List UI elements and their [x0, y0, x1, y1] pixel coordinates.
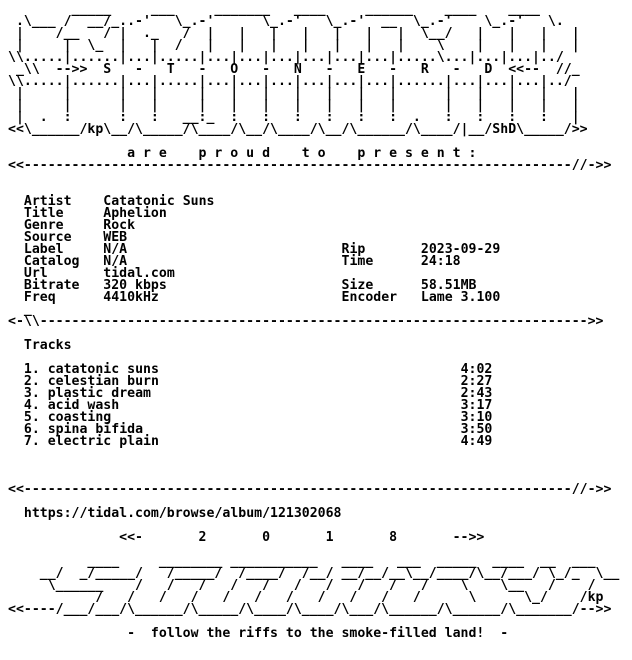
divider-mid: <-\\--------------------------------------------------------------------->> [8, 314, 604, 329]
footer-art-line-5: <<----/___/___/\______/\_____/\____/\____/\___/\______/\______/\_______/-->> [8, 602, 612, 617]
blank-line [8, 460, 619, 472]
track-length: 2:43 [460, 386, 493, 401]
album-link[interactable]: https://tidal.com/browse/album/121302068 [23, 506, 342, 521]
banner-line-8: | | | | | | | | | | | | | | | | [8, 86, 580, 101]
tagline: - follow the riffs to the smoke-filled land! - [127, 626, 509, 641]
freq-value: 4410kHz [103, 290, 159, 305]
track-length: 4:02 [460, 362, 493, 377]
divider-bottom: <<---------------------------------------------------------------------//->> [8, 482, 612, 497]
title-label: Title [23, 206, 64, 221]
info-row-freq [8, 292, 619, 304]
track-name: spina bifida [47, 422, 144, 437]
year-line: <<- 2 0 1 8 -->> [8, 530, 485, 545]
footer-art-line-2: __/ _/_____/ /_____/ /____/ /__/ __/__/__\__/____/\__/___/ \_/_ \__ [8, 566, 620, 581]
catalog-label: Catalog [23, 254, 80, 269]
blank-line [8, 328, 619, 340]
time-value: 24:18 [420, 254, 461, 269]
track-number: 5. [23, 410, 40, 425]
banner-line-1: _____ ___ _______ ____ ______ ____ ____ [8, 2, 540, 17]
track-number: 2. [23, 374, 40, 389]
blank-line [8, 448, 619, 460]
track-length: 3:10 [460, 410, 493, 425]
freq-label: Freq [23, 290, 56, 305]
artist-label: Artist [23, 194, 72, 209]
rip-label: Rip [341, 242, 366, 257]
banner-line-2: .\___ / __/_..-' \_.-' \_.-' \_.-' __ \_.-' \_.-' \. [8, 14, 564, 29]
size-label: Size [341, 278, 374, 293]
divider-top: <<---------------------------------------------------------------------//->> [8, 158, 612, 173]
footer-art-line-3: \______ / / / / / / / / / / \ \__ / / [8, 578, 596, 593]
track-row-7 [8, 436, 619, 448]
artist-value: Catatonic Suns [103, 194, 215, 209]
album-link-row [8, 508, 619, 520]
track-name: electric plain [47, 434, 159, 449]
genre-label: Genre [23, 218, 64, 233]
footer-art-line-1: ____ ________ ___________ ____ ___ _____ ____ __ ___ [8, 554, 596, 569]
track-name: coasting [47, 410, 112, 425]
genre-value: Rock [103, 218, 136, 233]
track-name: plastic dream [47, 386, 151, 401]
track-length: 3:17 [460, 398, 493, 413]
label-label: Label [23, 242, 64, 257]
title-value: Aphelion [103, 206, 167, 221]
banner-line-6: _\\ -->> S - T - O - N - E - R - D <<-- //_ [8, 62, 580, 77]
rip-value: 2023-09-29 [420, 242, 501, 257]
track-name: catatonic suns [47, 362, 159, 377]
bitrate-value: 320 kbps [103, 278, 167, 293]
track-number: 3. [23, 386, 40, 401]
source-label: Source [23, 230, 72, 245]
track-padding [159, 434, 461, 449]
footer-art-line-4: / / / / / / / / / / / \ \_/ /kp [8, 590, 604, 605]
track-length: 2:27 [460, 374, 493, 389]
track-number: 6. [23, 422, 40, 437]
track-number: 1. [23, 362, 40, 377]
blank-line [8, 172, 619, 184]
url-value: tidal.com [103, 266, 175, 281]
banner-line-11: <<\______/kp\__/\_____/\____/\__/\____/\__/\______/\____/|__/ShD\_____/>> [8, 122, 588, 137]
tracks-heading [8, 340, 619, 352]
encoder-value: Lame 3.100 [420, 290, 501, 305]
size-value: 58.51MB [420, 278, 477, 293]
track-length: 3:50 [460, 422, 493, 437]
banner-line-9: | | | | | | | | | | | | | | | | [8, 98, 580, 113]
track-name: celestian burn [47, 374, 159, 389]
banner-line-7: \\.....|......|...|.....|...|...|...|...|...|...|......|...|...|...|../ [8, 74, 572, 89]
track-number: 4. [23, 398, 40, 413]
presents-line: a r e p r o u d t o p r e s e n t : [8, 146, 477, 161]
tracks-heading-text: Tracks [23, 338, 72, 353]
time-label: Time [341, 254, 374, 269]
nfo-document [8, 4, 619, 640]
tagline-row [8, 628, 619, 640]
banner-line-4: | | \_ | | / | | | | | | | \ | | | | [8, 38, 580, 53]
track-number: 7. [23, 434, 40, 449]
label-value: N/A [103, 242, 128, 257]
divider-mid-top: _ [8, 302, 32, 317]
banner-line-10: | . : : : __:_ : : : : : : . : : : : | [8, 110, 580, 125]
url-label: Url [23, 266, 48, 281]
track-length: 4:49 [460, 434, 493, 449]
banner-line-5: \\.....|......|...|.....|...|...|...|...|...|...|.....\...|...|...|../ [8, 50, 564, 65]
source-value: WEB [103, 230, 128, 245]
banner-line-3: | /__ / | ._ / | | | | | | | \__/ | | | | [8, 26, 580, 41]
track-name: acid wash [47, 398, 120, 413]
catalog-value: N/A [103, 254, 128, 269]
bitrate-label: Bitrate [23, 278, 80, 293]
encoder-label: Encoder [341, 290, 398, 305]
